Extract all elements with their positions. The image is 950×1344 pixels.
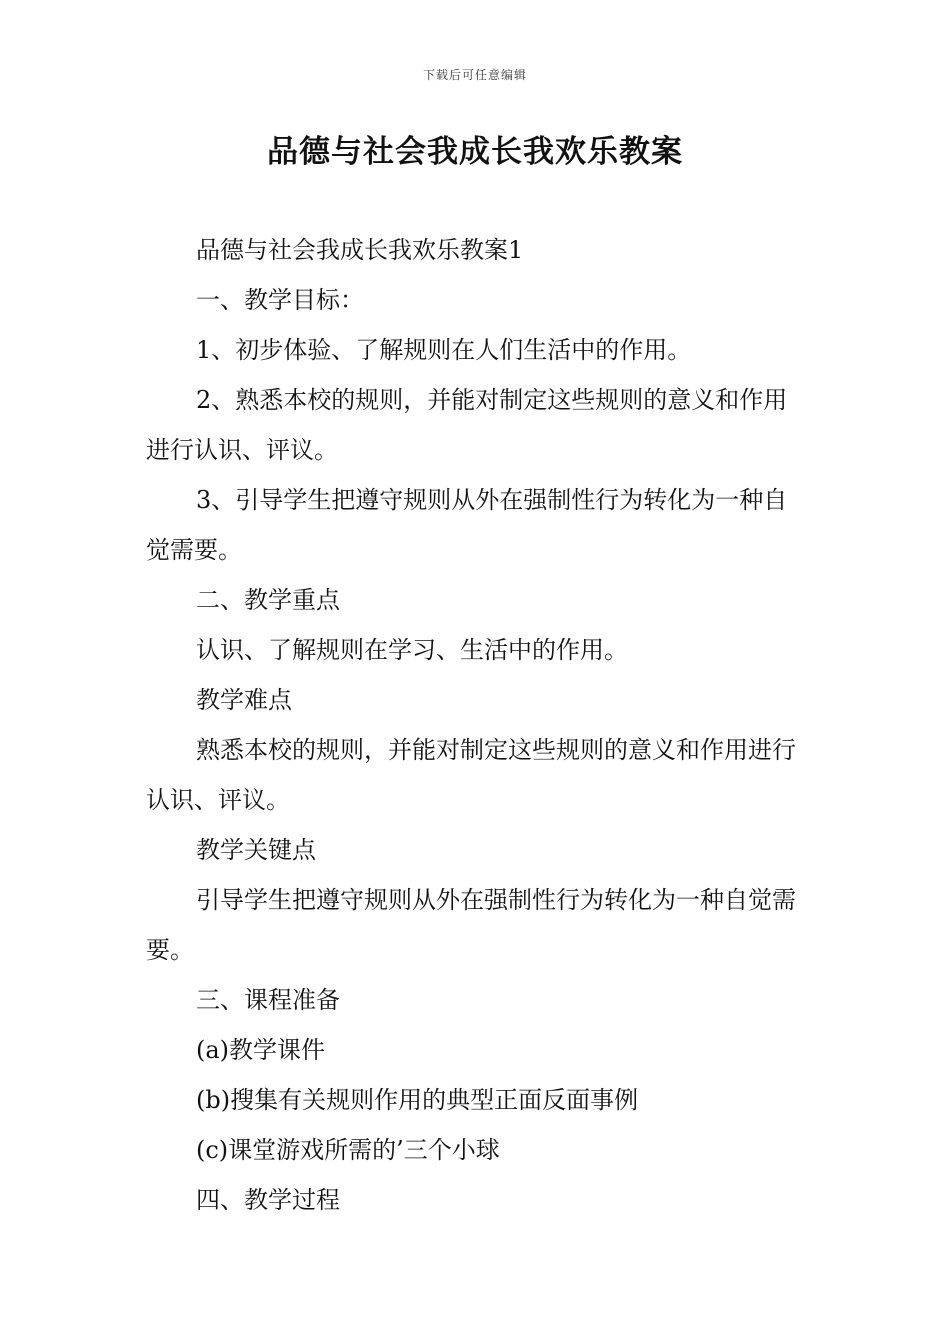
document-title: 品德与社会我成长我欢乐教案 (267, 134, 683, 170)
section-heading-process: 四、教学过程 (196, 1186, 340, 1214)
objective-item-2: 2、熟悉本校的规则，并能对制定这些规则的意义和作用进行认识、评议。 (146, 386, 788, 464)
subtitle-paragraph: 品德与社会我成长我欢乐教案1 (196, 236, 524, 264)
section-heading-preparation: 三、课程准备 (196, 986, 340, 1014)
key-points-text: 认识、了解规则在学习、生活中的作用。 (196, 636, 628, 664)
objective-item-3: 3、引导学生把遵守规则从外在强制性行为转化为一种自觉需要。 (146, 486, 788, 564)
section-heading-objectives: 一、教学目标： (196, 286, 364, 314)
critical-points-text: 引导学生把遵守规则从外在强制性行为转化为一种自觉需要。 (146, 886, 796, 964)
preparation-item-c: (c)课堂游戏所需的’三个小球 (196, 1136, 500, 1164)
header-note: 下载后可任意编辑 (422, 68, 527, 82)
objective-item-1: 1、初步体验、了解规则在人们生活中的作用。 (196, 336, 692, 364)
document-body (146, 225, 806, 1225)
section-heading-critical-points: 教学关键点 (196, 836, 316, 864)
difficulties-text: 熟悉本校的规则，并能对制定这些规则的意义和作用进行认识、评议。 (146, 736, 796, 814)
section-heading-difficulties: 教学难点 (196, 686, 292, 714)
preparation-item-a: (a)教学课件 (196, 1036, 326, 1064)
section-heading-key-points: 二、教学重点 (196, 586, 340, 614)
preparation-item-b: (b)搜集有关规则作用的典型正面反面事例 (196, 1086, 639, 1114)
